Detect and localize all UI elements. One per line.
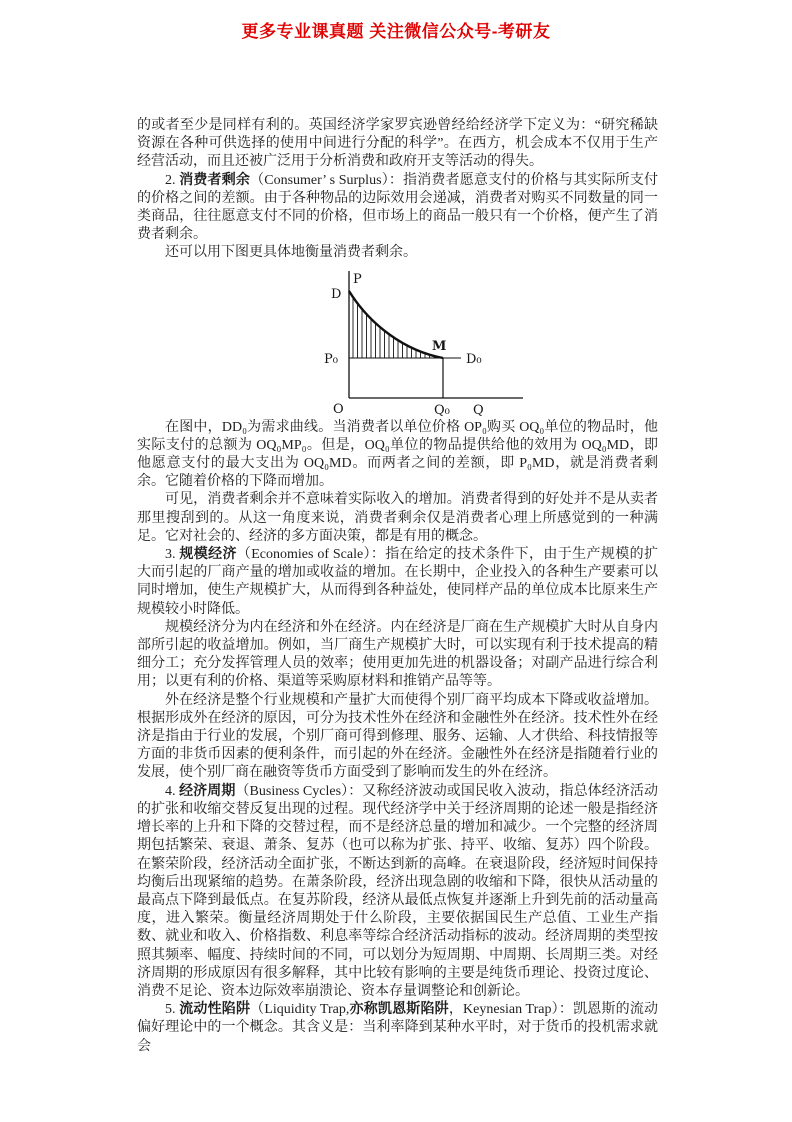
term-bold: 经济周期 xyxy=(179,783,236,799)
text-run: （Business Cycles）：又称经济波动或国民收入波动，指总体经济活动的扩张和收缩交替反复出现的过程。现代经济学中关于经济周期的论述一般是指经济增长率的上升和下降的交替过程，而不是经济总量的增加和减少。一个完整的经济周期包括繁荣、衰退、萧条、复苏（也可以称为扩张、持平、收缩、复苏）四个阶段。在繁荣阶段，经济活动全面扩张，不断达到新的高峰。在衰退阶段，经济短时间保持均衡后出现紧缩的趋势。在萧条阶段，经济出现急剧的收缩和下降，很快从活动量的最高点下降到最低点。在复苏阶段，经济从最低点恢复并逐渐上升到先前的活动量高度，进入繁荣。衡量经济周期处于什么阶段，主要依据国民生产总值、工业生产指数、就业和收入、价格指数、利息率等综合经济活动指标的波动。经济周期的类型按照其频率、幅度、持续时间的不同，可以划分为短周期、中周期、长周期三类。对经济周期的形成原因有很多解释，其中比较有影响的主要是纯货币理论、投资过度论、消费不足论、资本边际效率崩溃论、资本存量调整论和创新论。 xyxy=(137,783,659,999)
text-run: （Liquidity Trap, xyxy=(250,1002,350,1018)
label-price-axis: P xyxy=(353,271,362,287)
term-bold: 消费者剩余 xyxy=(179,172,251,188)
label-quantity-axis: Q xyxy=(473,402,484,418)
paragraph xyxy=(137,172,658,245)
paragraph xyxy=(137,419,658,492)
paragraph xyxy=(137,692,658,783)
consumer-surplus-hatch-area xyxy=(349,291,443,358)
text-run: （Economies of Scale）：指在给定的技术条件下，由于生产规模的扩大而引起的厂商产量的增加或收益的增加。在长期中，企业投入的各种生产要素可以同时增加，使生产规模扩大，从而得到各种益处，使同样产品的单位成本比原来生产规模较小时降低。 xyxy=(137,547,659,617)
label-equilibrium-quantity: Q₀ xyxy=(434,402,450,418)
paragraph xyxy=(137,491,658,546)
paragraph xyxy=(137,546,658,619)
text-run: 的或者至少是同样有利的。英国经济学家罗宾逊曾经给经济学下定义为：“研究稀缺资源在各种可供选择的使用中间进行分配的科学”。在西方，机会成本不仅用于生产经营活动，而且还被广泛用于分析消费和政府开支等活动的得失。 xyxy=(137,118,658,170)
term-bold: 流动性陷阱 xyxy=(179,1002,251,1018)
text-run: 外在经济是整个行业规模和产量扩大而使得个别厂商平均成本下降或收益增加。根据形成外在经济的原因，可分为技术性外在经济和金融性外在经济。技术性外在经济是指由于行业的发展，个别厂商可得到修理、服务、运输、人才供给、科技情报等方面的非货币因素的便利条件，而引起的外在经济。金融性外在经济是指随着行业的发展，使个别厂商在融资等货币方面受到了影响而发生的外在经济。 xyxy=(137,692,658,781)
body-text xyxy=(137,117,658,1056)
paragraph xyxy=(137,1001,658,1056)
label-equilibrium-price: P₀ xyxy=(324,351,338,367)
term-bold: 规模经济 xyxy=(179,547,237,563)
body-text-top xyxy=(137,117,658,263)
consumer-surplus-figure xyxy=(315,267,545,419)
page-header-banner: 更多专业课真题 关注微信公众号-考研友 xyxy=(241,22,551,41)
label-point-m: M xyxy=(432,338,447,354)
label-demand-right: D₀ xyxy=(466,351,482,367)
text-run: 还可以用下图更具体地衡量消费者剩余。 xyxy=(165,245,417,261)
paragraph xyxy=(137,117,658,172)
demand-curve-diagram xyxy=(315,267,545,419)
label-demand-top: D xyxy=(331,286,342,302)
text-run: ，Keynesian Trap）：凯恩斯的流动偏好理论中的一个概念。其含义是：当利率降到某种水平时，对于货币的投机需求就会 xyxy=(137,1002,659,1054)
paragraph xyxy=(137,619,658,692)
text-run: 可见，消费者剩余并不意味着实际收入的增加。消费者得到的好处并不是从卖者那里搜刮到的。从这一角度来说，消费者剩余仅是消费者心理上所感觉到的一种满足。它对社会的、经济的多方面决策，都是有用的概念。 xyxy=(137,492,658,544)
label-origin: O xyxy=(333,401,344,417)
text-run: 3. xyxy=(165,547,180,563)
term-bold: 亦称凯恩斯陷阱 xyxy=(349,1002,449,1018)
text-run: 在图中，DD₀为需求曲线。当消费者以单位价格 OP₀购买 OQ₀单位的物品时，他实际支付的总额为 OQ₀MP₀。但是，OQ₀单位的物品提供给他的效用为 OQ₀MD，即他愿意支付的最大支出为 OQ₀MD。而两者之间的差额，即 P₀MD，就是消费者剩余。它随着价格的下降而增加。 xyxy=(137,419,658,490)
body-text-bottom xyxy=(137,419,658,1056)
paragraph xyxy=(137,783,658,1001)
text-run: （Consumer’ s Surplus）：指消费者愿意支付的价格与其实际所支付的价格之间的差额。由于各种物品的边际效用会递减，消费者对购买不同数量的同一类商品，往往愿意支付不同的价格，但市场上的商品一般只有一个价格，便产生了消费者剩余。 xyxy=(137,172,659,243)
text-run: 规模经济分为内在经济和外在经济。内在经济是厂商在生产规模扩大时从自身内部所引起的收益增加。例如，当厂商生产规模扩大时，可以实现有利于技术提高的精细分工；充分发挥管理人员的效率；使用更加先进的机器设备；对副产品进行综合利用；以更有利的价格、渠道等采购原材料和推销产品等等。 xyxy=(137,619,658,690)
text-run: 2. xyxy=(165,172,180,188)
paragraph xyxy=(137,244,658,262)
text-run: 5. xyxy=(165,1002,180,1018)
text-run: 4. xyxy=(165,783,180,799)
